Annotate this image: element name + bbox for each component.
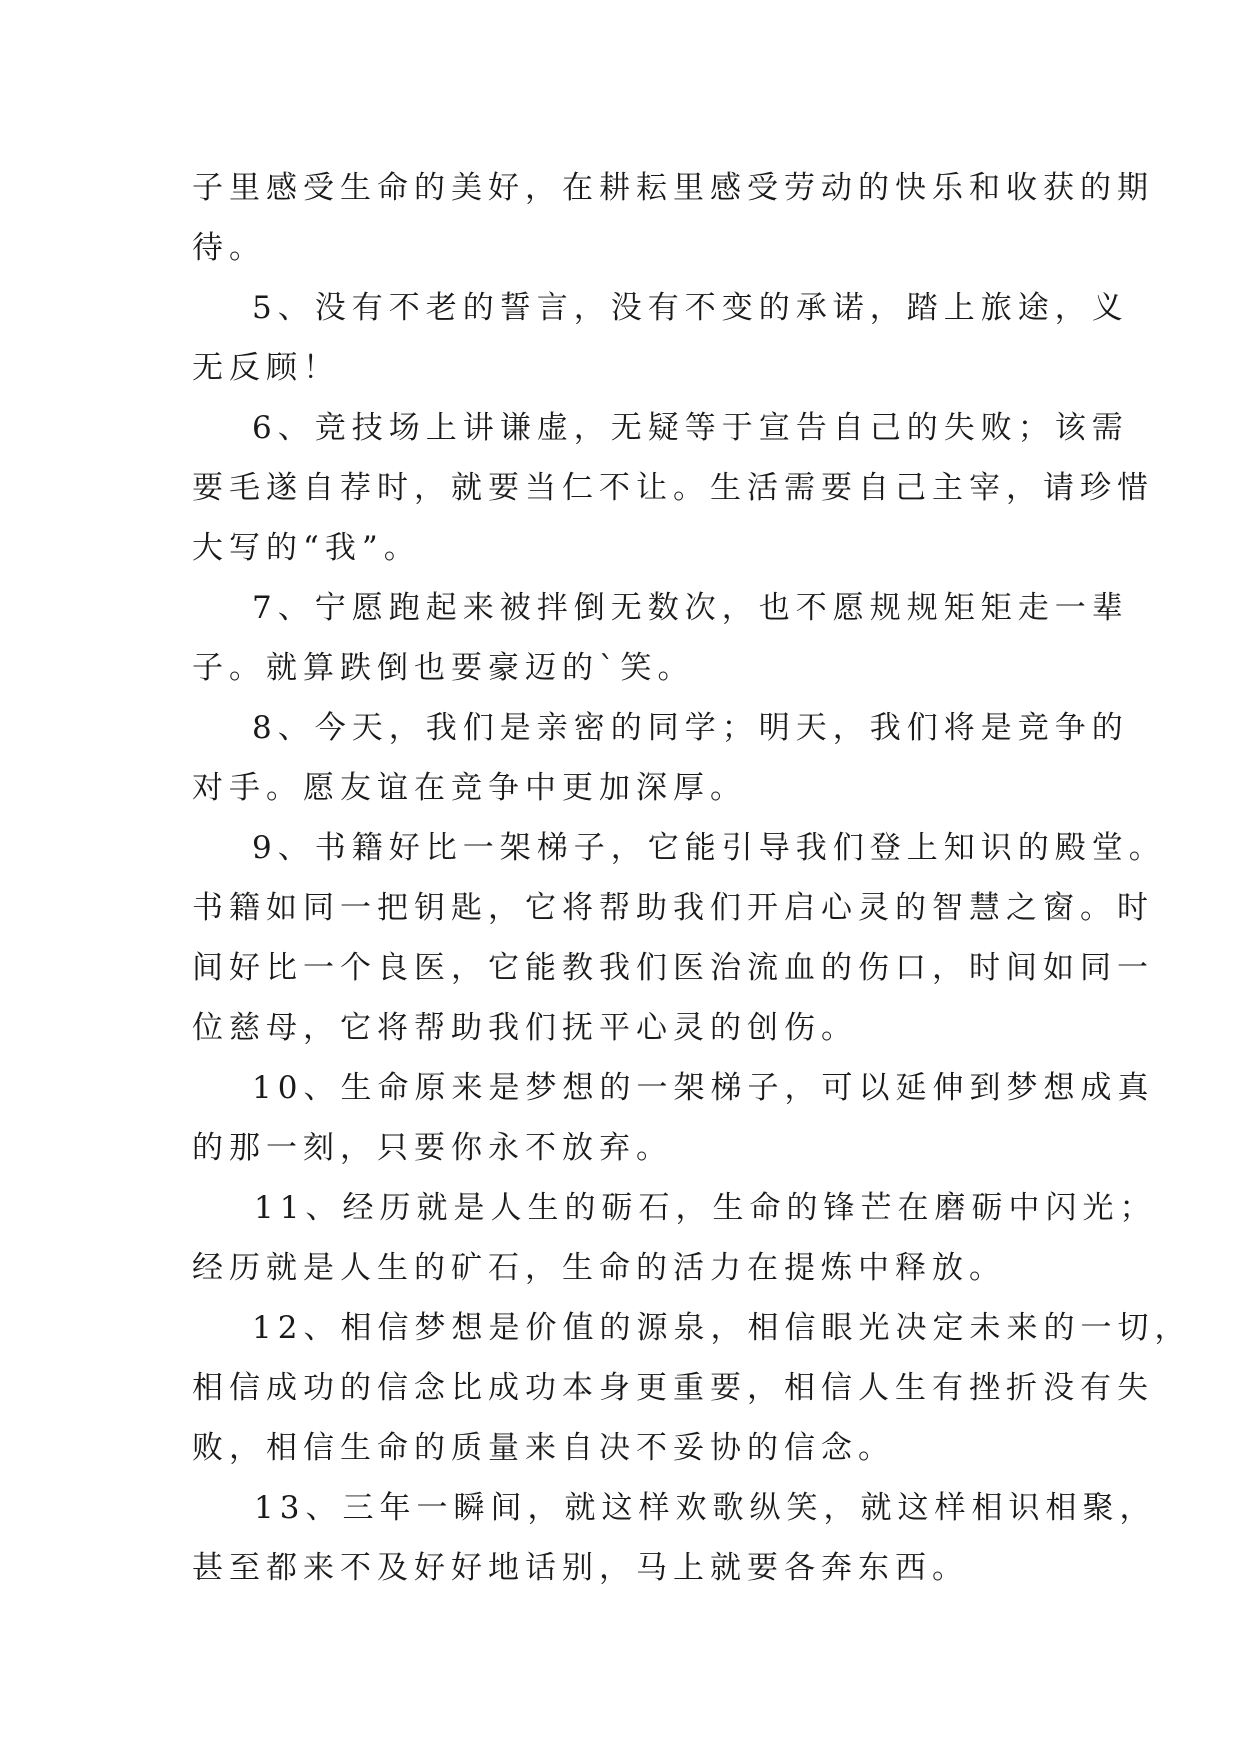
paragraph-line-item-10: 10、生命原来是梦想的一架梯子，可以延伸到梦想成真 — [252, 1070, 1155, 1106]
paragraph-line: 大写的“我”。 — [192, 530, 421, 566]
paragraph-line: 子。就算跌倒也要豪迈的`笑。 — [192, 650, 695, 686]
paragraph-line: 的那一刻，只要你永不放弃。 — [192, 1130, 673, 1166]
paragraph-line-item-5: 5、没有不老的誓言，没有不变的承诺，踏上旅途，义 — [252, 290, 1129, 326]
paragraph-line: 无反顾！ — [192, 350, 340, 386]
paragraph-line-item-12: 12、相信梦想是价值的源泉，相信眼光决定未来的一切， — [252, 1310, 1192, 1346]
paragraph-line-item-8: 8、今天，我们是亲密的同学；明天，我们将是竞争的 — [252, 710, 1129, 746]
paragraph-line-item-7: 7、宁愿跑起来被拌倒无数次，也不愿规规矩矩走一辈 — [252, 590, 1129, 626]
paragraph-line: 甚至都来不及好好地话别，马上就要各奔东西。 — [192, 1550, 969, 1586]
body-text — [192, 158, 1192, 1598]
paragraph-line: 对手。愿友谊在竞争中更加深厚。 — [192, 770, 747, 806]
paragraph-line: 子里感受生命的美好，在耕耘里感受劳动的快乐和收获的期 — [192, 170, 1154, 206]
paragraph-line: 要毛遂自荐时，就要当仁不让。生活需要自己主宰，请珍惜 — [192, 470, 1154, 506]
paragraph-line: 书籍如同一把钥匙，它将帮助我们开启心灵的智慧之窗。时 — [192, 890, 1154, 926]
paragraph-line: 败，相信生命的质量来自决不妥协的信念。 — [192, 1430, 895, 1466]
paragraph-line-item-13: 13、三年一瞬间，就这样欢歌纵笑，就这样相识相聚， — [254, 1490, 1157, 1526]
paragraph-line: 位慈母，它将帮助我们抚平心灵的创伤。 — [192, 1010, 858, 1046]
paragraph-line: 相信成功的信念比成功本身更重要，相信人生有挫折没有失 — [192, 1370, 1154, 1406]
paragraph-line: 待。 — [192, 230, 266, 266]
paragraph-line-item-6: 6、竞技场上讲谦虚，无疑等于宣告自己的失败；该需 — [252, 410, 1129, 446]
paragraph-line: 经历就是人生的矿石，生命的活力在提炼中释放。 — [192, 1250, 1006, 1286]
paragraph-line: 间好比一个良医，它能教我们医治流血的伤口，时间如同一 — [192, 950, 1154, 986]
paragraph-line-item-9: 9、书籍好比一架梯子，它能引导我们登上知识的殿堂。 — [252, 830, 1166, 866]
paragraph-line-item-11: 11、经历就是人生的砺石，生命的锋芒在磨砺中闪光； — [254, 1190, 1157, 1226]
